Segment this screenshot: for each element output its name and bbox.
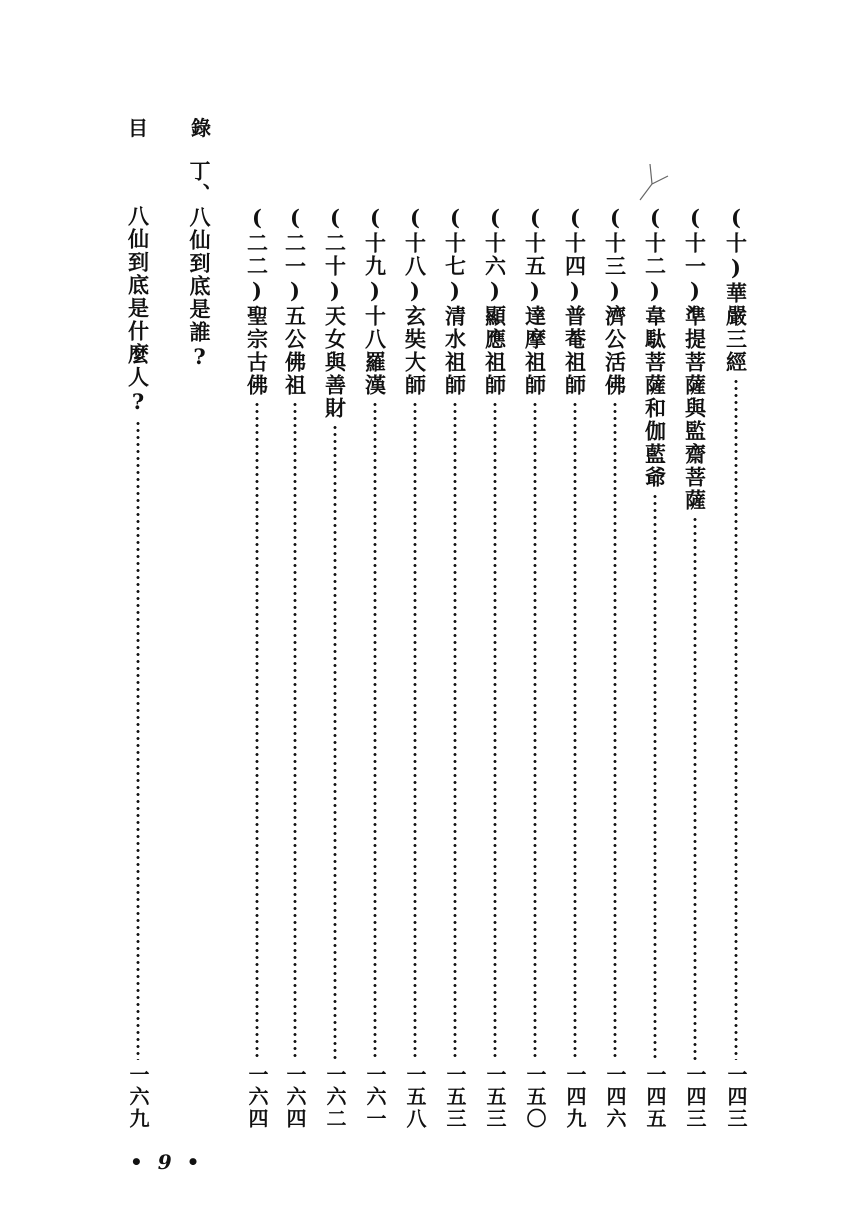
- toc-entry-label: (十五)達摩祖師: [522, 205, 548, 397]
- toc-entry-page: 一四三: [724, 1064, 748, 1130]
- toc-entry-label: (二十)天女與善財: [322, 205, 348, 420]
- toc-entry: [681, 205, 709, 1130]
- leader-dots: [136, 420, 140, 1060]
- toc-entry: [401, 205, 429, 1130]
- toc-entry: [722, 205, 750, 1130]
- toc-entry-page: 一五三: [443, 1064, 467, 1130]
- toc-entry-page: 一五〇: [523, 1064, 547, 1130]
- toc-entry: [481, 205, 509, 1130]
- leader-dots: [373, 401, 377, 1060]
- toc-subentry: [124, 205, 152, 1130]
- leader-dots: [453, 401, 457, 1060]
- leader-dots: [293, 401, 297, 1060]
- toc-entry: [561, 205, 589, 1130]
- toc-entry-page: 一六四: [245, 1064, 269, 1130]
- toc-entry-label: (十九)十八羅漢: [362, 205, 388, 397]
- toc-entry-label: (十七)清水祖師: [442, 205, 468, 397]
- pencil-mark-icon: [632, 162, 672, 212]
- leader-dots: [613, 401, 617, 1060]
- toc-entry: [521, 205, 549, 1130]
- leader-dots: [493, 401, 497, 1060]
- toc-entry: [601, 205, 629, 1130]
- toc-entry-label: (十一)準提菩薩與監齋菩薩: [682, 205, 708, 512]
- toc-entry: [321, 205, 349, 1130]
- leader-dots: [653, 493, 657, 1060]
- toc-entry-label: (十六)顯應祖師: [482, 205, 508, 397]
- leader-dots: [255, 401, 259, 1060]
- toc-entry-label: (十四)普菴祖師: [562, 205, 588, 397]
- toc-entry-page: 一四六: [603, 1064, 627, 1130]
- toc-entry: [243, 205, 271, 1130]
- toc-entry-page: 一六四: [283, 1064, 307, 1130]
- toc-entry-label: (十三)濟公活佛: [602, 205, 628, 397]
- leader-dots: [333, 424, 337, 1060]
- toc-entry-page: 一五八: [403, 1064, 427, 1130]
- toc-entry-page: 一六二: [323, 1064, 347, 1130]
- toc-entry-page: 一六一: [363, 1064, 387, 1130]
- leader-dots: [413, 401, 417, 1060]
- toc-entry: [441, 205, 469, 1130]
- toc-entry-label: (二一)五公佛祖: [282, 205, 308, 397]
- toc-entry-label: (十二)韋駄菩薩和伽藍爺: [642, 205, 668, 489]
- page-title: 目 錄: [128, 116, 229, 140]
- leader-dots: [734, 378, 738, 1060]
- leader-dots: [533, 401, 537, 1060]
- page-number: • 9 •: [130, 1150, 204, 1174]
- toc-entry-label: (十八)玄奘大師: [402, 205, 428, 397]
- toc-entry-label: (二二)聖宗古佛: [244, 205, 270, 397]
- leader-dots: [693, 516, 697, 1060]
- toc-entry-page: 一六九: [126, 1064, 150, 1130]
- toc-entry: [281, 205, 309, 1130]
- toc-entry-page: 一四三: [683, 1064, 707, 1130]
- toc-entry-label: (十)華嚴三經: [723, 205, 749, 374]
- toc-entry-page: 一四五: [643, 1064, 667, 1130]
- toc-entry-page: 一四九: [563, 1064, 587, 1130]
- toc-entry: [641, 205, 669, 1130]
- toc-entry-page: 一五三: [483, 1064, 507, 1130]
- toc-entry-label: 八仙到底是什麼人?: [125, 205, 151, 416]
- toc-entry: [361, 205, 389, 1130]
- section-heading: 丁、八仙到底是誰?: [187, 160, 212, 371]
- leader-dots: [573, 401, 577, 1060]
